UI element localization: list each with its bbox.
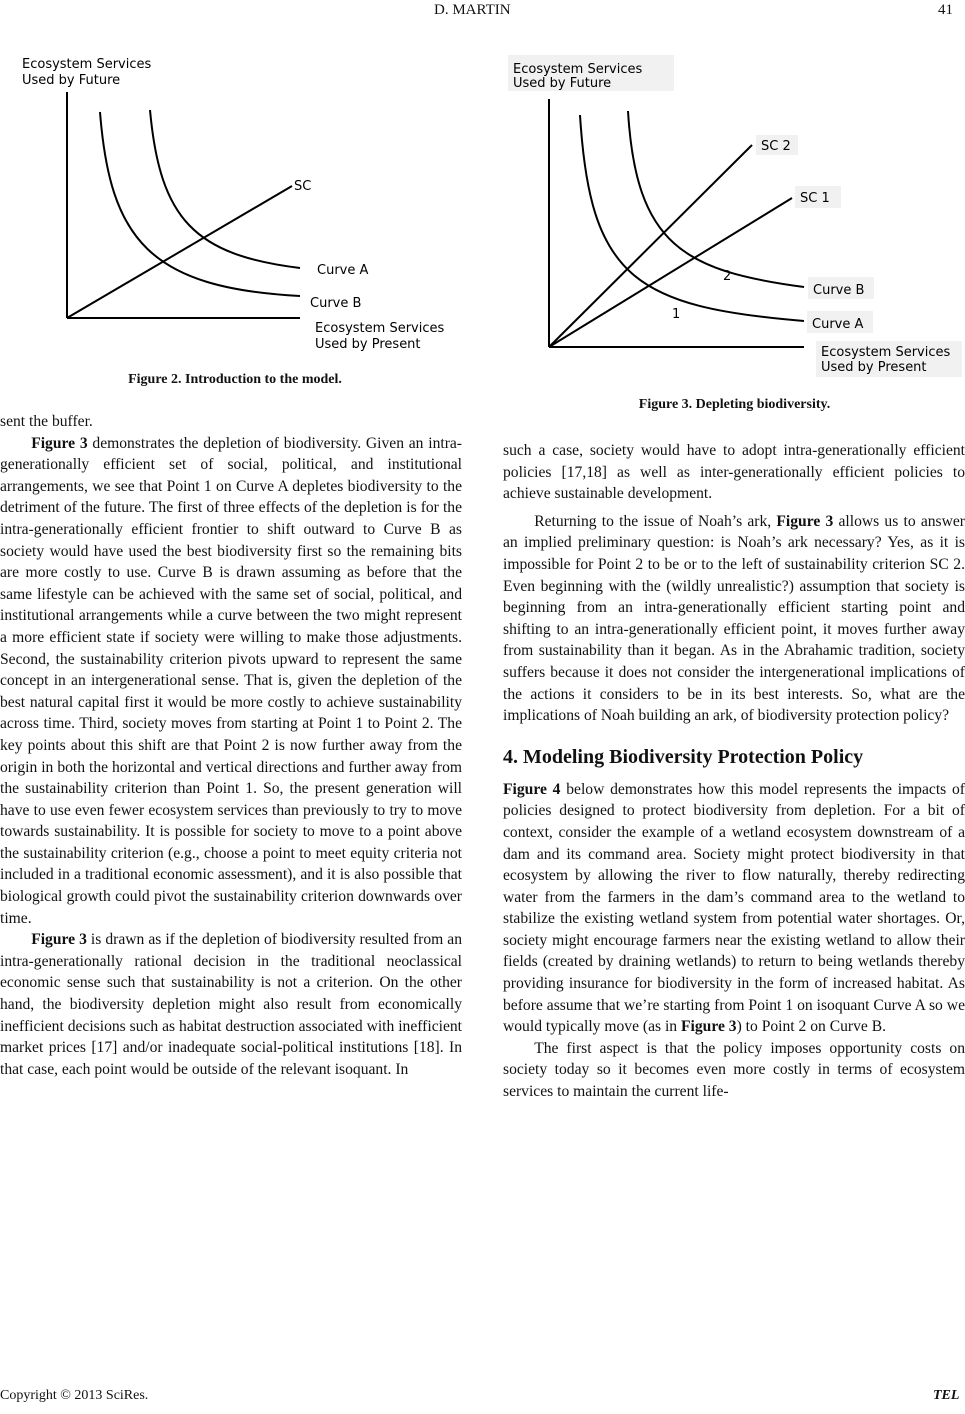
left-paragraph-1: Figure 3 demonstrates the depletion of biodiversity. Given an intra-generationally efficient set of social, political, and institutional arrangements, we see that Point 1 on Curve A depletes biodiversity to the detriment of the future. The first of three effects of the depletion is for the intra-generationally efficient frontier to shift outward to Curve B as society would have used the best biodiversity first so the remaining bits are more costly to use. Curve B is drawn assuming as before that the same lifestyle can be achieved with the same set of social, political, and institutional arrangements while a curve between the two might represent a more efficient state if society were willing to make those adjustments. Second, the sustainability criterion pivots upward to represent the same concept in an intergenerational sense. That is, given the depletion of the best natural capital first it would be more costly to achieve sustainability across time. Third, society moves from starting at Point 1 to Point 2. The key points about this shift are that Point 2 is now further away from the origin in both the horizontal and vertical directions and further away from the sustainability criterion than Point 1. So, the present generation will have to use even fewer ecosystem services than previously to try to move towards sustainability. It is possible for society to move to a point above the sustainability criterion (e.g., choose a point to meet equity criteria not included in a traditional economic assessment), and it is also possible that biological growth could pivot the sustainability criterion downwards over time. [0, 434, 462, 927]
figure-3-reference: Figure 3 [776, 512, 834, 530]
copyright-notice: Copyright © 2013 SciRes. [0, 1388, 149, 1403]
left-column [0, 411, 462, 1080]
fig3-y-axis-label-line1: Ecosystem Services [513, 62, 643, 77]
fig2-curve-b [100, 112, 300, 296]
page-number: 41 [938, 2, 953, 18]
fig2-curve-a-label: Curve A [317, 263, 369, 278]
fig3-sc2-line [549, 145, 752, 347]
fig2-y-axis-label-line2: Used by Future [22, 73, 121, 88]
fig2-y-axis-label-line1: Ecosystem Services [22, 57, 152, 72]
right-paragraph-2: Figure 4 below demonstrates how this model represents the impacts of policies designed to protect biodiversity from depletion. For a bit of context, consider the example of a wetland ecosystem downstream of a dam and its command area. Society might protect biodiversity in that ecosystem by allowing the river to flow naturally, thereby redirecting water from the farmers in the dam’s command area to the wetland to stabilize the existing wetland system from potential water shortages. Or, society might encourage farmers near the existing wetland to allow their fields (created by draining wetlands) to return to being wetlands thereby providing insurance for biodiversity in the form of increased habitat. As before assume that we’re starting from Point 1 on isoquant Curve A so we would typically move (as in Figure 3) to Point 2 on Curve B. [503, 780, 965, 1036]
section-heading: 4. Modeling Biodiversity Protection Policy [503, 745, 864, 768]
figure-3-diagram [504, 55, 965, 385]
fig3-y-axis-label-line2: Used by Future [513, 76, 612, 91]
right-paragraph-0: such a case, society would have to adopt intra-generationally efficient policies [17,18] as well as inter-generationally efficient policies to achieve sustainable development. [503, 442, 965, 503]
fig2-curve-b-label: Curve B [310, 296, 362, 311]
left-paragraph-2: Figure 3 is drawn as if the depletion of biodiversity resulted from an intra-generationally rational decision in the traditional neoclassical economic sense such that sustainability is not a criterion. On the other hand, the biodiversity depletion might also result from economically inefficient decisions such as habitat destruction associated with inefficient market prices [17] and/or inadequate social-political institutions [18]. In that case, each point would be outside of the relevant isoquant. In [0, 931, 462, 1078]
figure-3-reference: Figure 3 [681, 1018, 737, 1036]
right-column [503, 440, 965, 1103]
fig2-sc-label: SC [294, 179, 312, 194]
left-paragraph-0: sent the buffer. [0, 413, 93, 430]
fig3-sc1-label: SC 1 [800, 191, 830, 206]
figure-4-reference: Figure 4 [503, 780, 561, 798]
figure-3-reference: Figure 3 [31, 931, 87, 949]
fig3-curve-a-label: Curve A [812, 317, 864, 332]
journal-name: TEL [933, 1388, 960, 1403]
running-header-author: D. MARTIN [434, 2, 511, 18]
fig3-x-axis-label-line2: Used by Present [821, 360, 927, 375]
figure-3-caption: Figure 3. Depleting biodiversity. [638, 397, 831, 412]
fig3-sc1-line [549, 198, 792, 347]
fig2-x-axis-label-line2: Used by Present [315, 337, 421, 352]
figure-2-caption: Figure 2. Introduction to the model. [128, 372, 342, 387]
fig3-sc2-label: SC 2 [761, 139, 791, 154]
fig3-point-1-label: 1 [672, 307, 681, 322]
right-paragraph-3: The first aspect is that the policy imposes opportunity costs on society today so it becomes even more costly in terms of ecosystem services to maintain the current life- [503, 1039, 965, 1101]
fig2-curve-a [150, 110, 300, 268]
fig2-sc-line [67, 186, 292, 318]
fig3-curve-b-label: Curve B [813, 283, 865, 298]
fig3-point-2-label: 2 [723, 269, 732, 284]
fig2-x-axis-label-line1: Ecosystem Services [315, 321, 445, 336]
figure-3-reference: Figure 3 [31, 434, 88, 452]
right-paragraph-1: Returning to the issue of Noah’s ark, Figure 3 allows us to answer an implied preliminary question: is Noah’s ark necessary? Yes, as it is impossible for Point 2 to be or to the left of sustainability criterion SC 2. Even beginning with the (wildly unrealistic?) assumption that society is beginning from an intra-generationally efficient starting point and shifting to an intra-generationally efficient point, it moves further away from sustainability than it began. As in the Abrahamic tradition, society suffers because it does not consider the intergenerational implications of the actions it considers to be in its best interests. So, what are the implications of Noah building an ark, of biodiversity protection policy? [503, 512, 965, 725]
fig3-x-axis-label-line1: Ecosystem Services [821, 345, 951, 360]
figure-2-diagram [10, 50, 460, 360]
